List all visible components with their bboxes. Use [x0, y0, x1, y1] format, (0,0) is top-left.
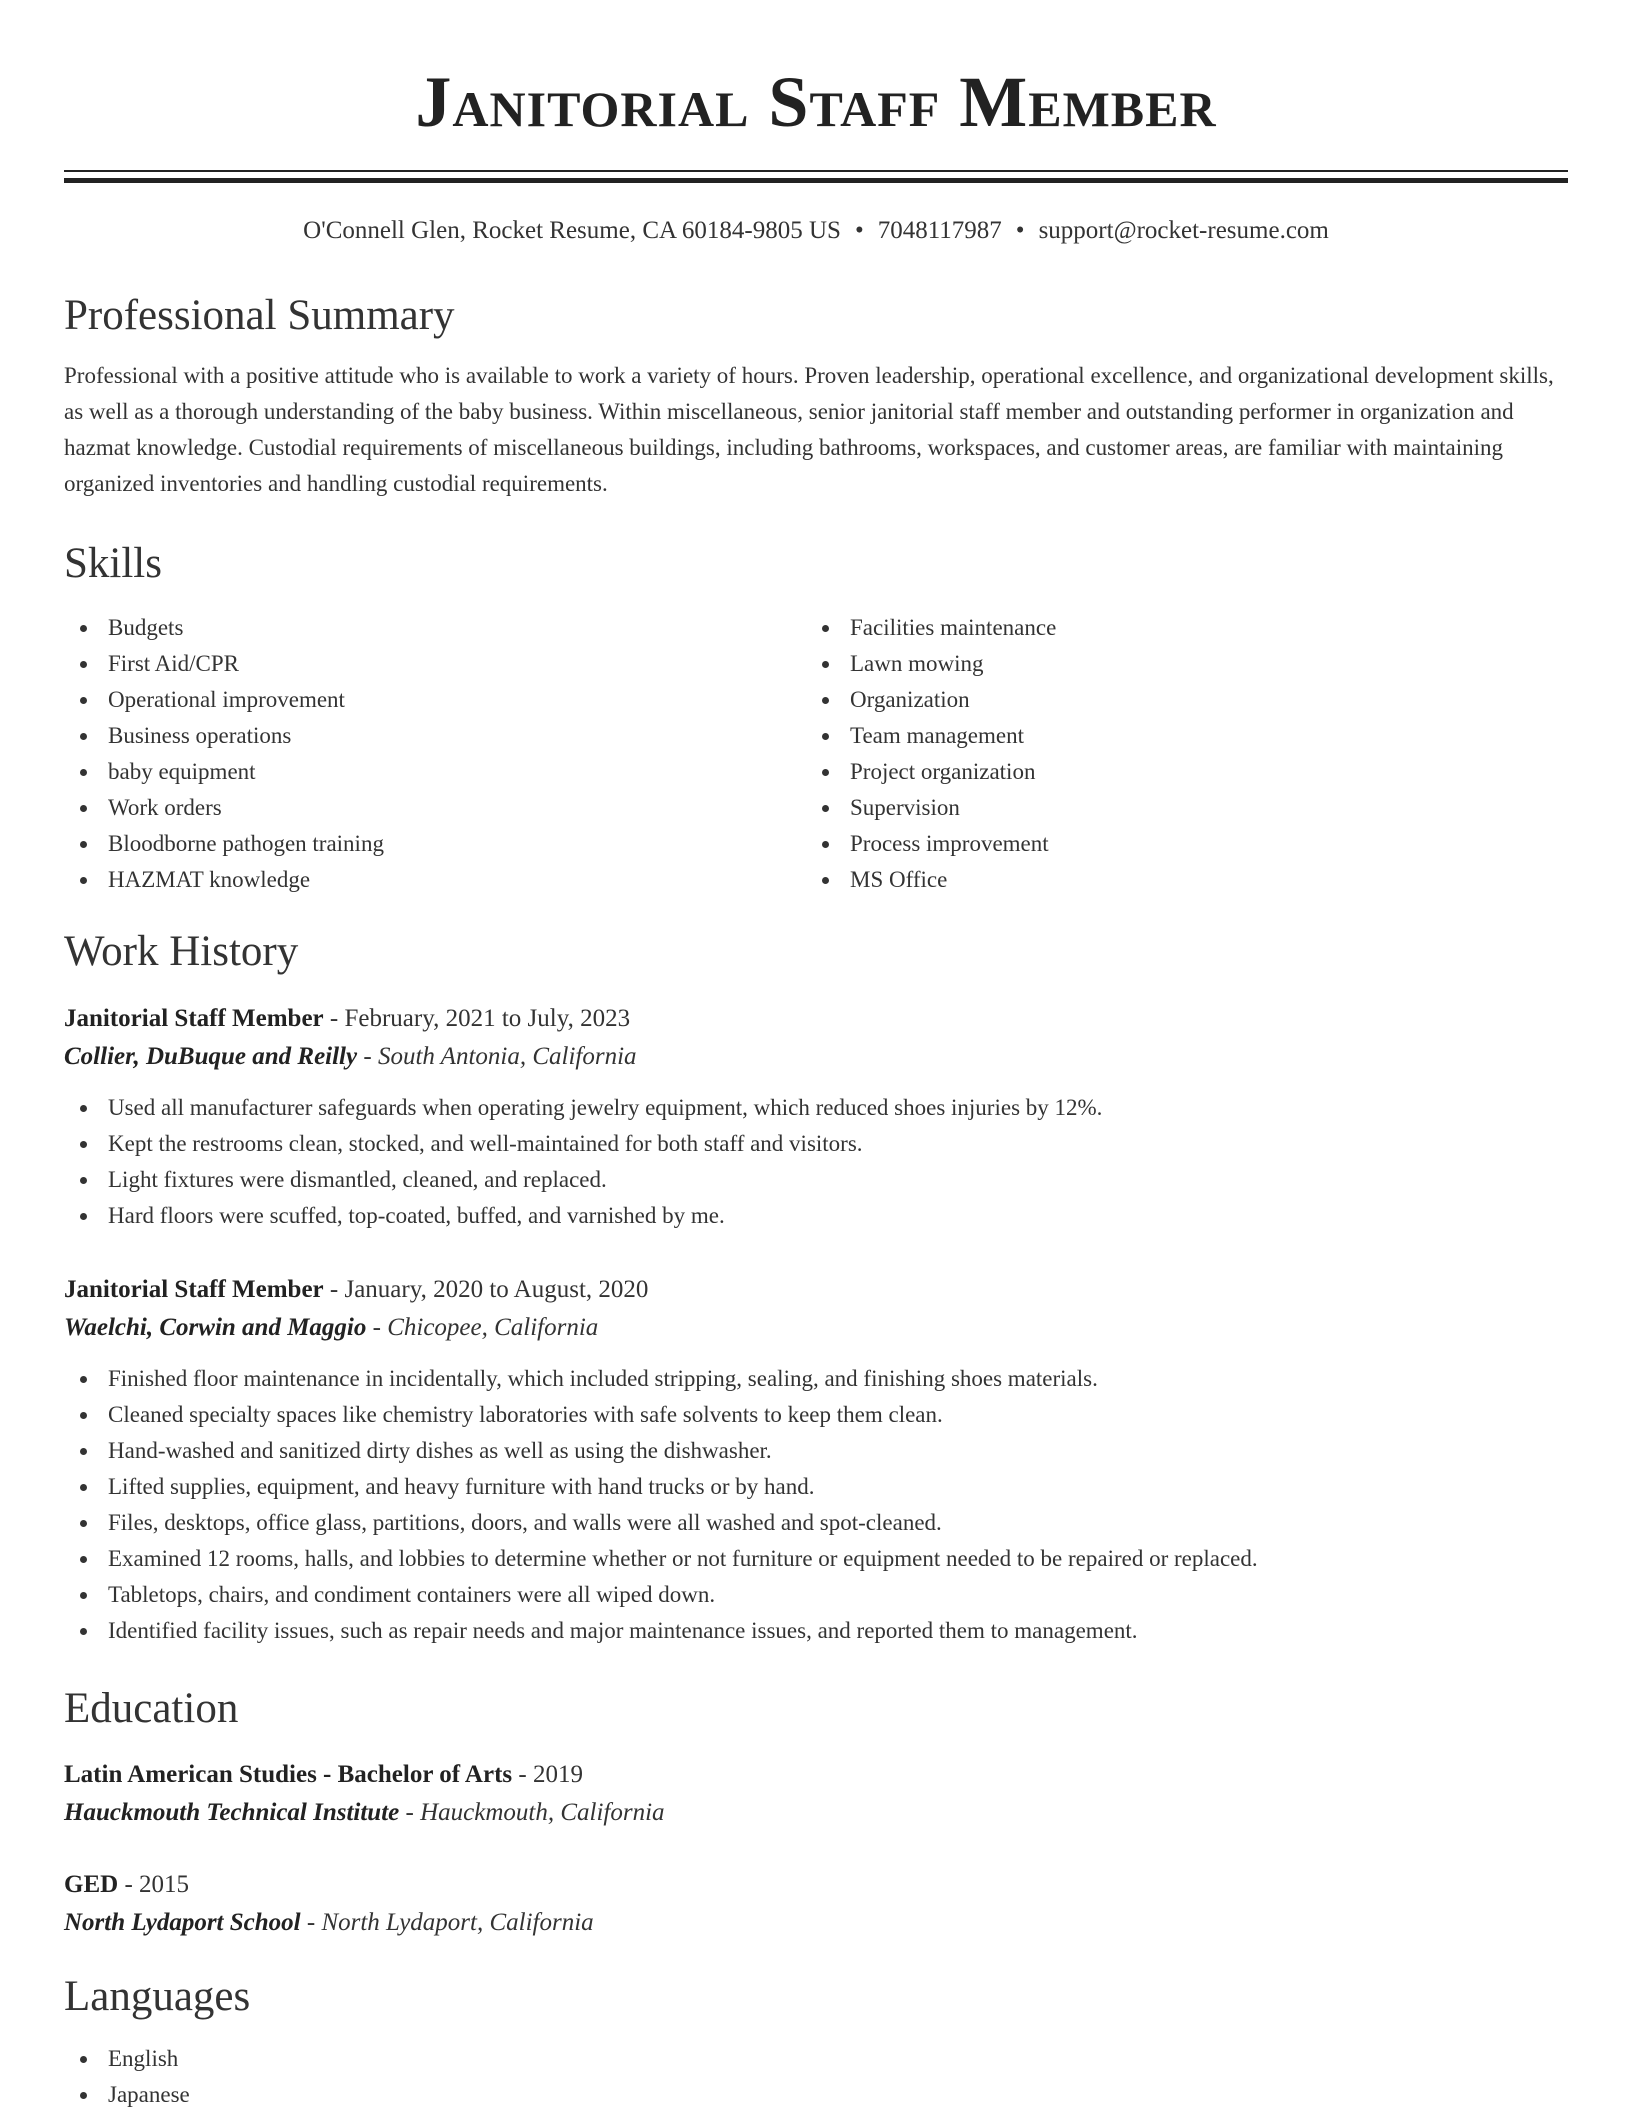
job-title: Janitorial Staff Member [64, 1276, 324, 1303]
education-heading: Education [64, 1685, 239, 1732]
language-item: Japanese [64, 2077, 1568, 2113]
job-company: Collier, DuBuque and Reilly [64, 1043, 358, 1070]
education-school-line: North Lydaport School - North Lydaport, California [64, 1909, 594, 1936]
education-school-line: Hauckmouth Technical Institute - Hauckmouth, California [64, 1799, 665, 1826]
job-bullet: Files, desktops, office glass, partitions, doors, and walls were all washed and spot-cleaned. [64, 1505, 1568, 1541]
work-history-heading-wrap [64, 926, 1568, 978]
summary-section [64, 290, 1568, 502]
skill-item: Project organization [806, 754, 1548, 790]
job-bullet: Tabletops, chairs, and condiment containers were all wiped down. [64, 1577, 1568, 1613]
education-location: Hauckmouth, California [420, 1799, 665, 1826]
education-year: 2019 [532, 1761, 583, 1788]
work-history-heading: Work History [64, 928, 299, 975]
job-bullet: Used all manufacturer safeguards when operating jewelry equipment, which reduced shoes injuries by 12%. [64, 1090, 1568, 1126]
education-degree: GED [64, 1871, 119, 1898]
skills-left-column [64, 610, 806, 898]
education-degree: Latin American Studies - Bachelor of Arts [64, 1761, 513, 1788]
skills-heading: Skills [64, 540, 162, 587]
education-year: 2015 [139, 1871, 190, 1898]
skill-item: Bloodborne pathogen training [64, 826, 806, 862]
title-rule-thin [64, 170, 1568, 172]
summary-text: Professional with a positive attitude who is available to work a variety of hours. Proven leadership, operational excellence, and organizational development skills, as well as a thorough understanding of the baby business. Within miscellaneous, senior janitorial staff member and outstanding performer in organization and hazmat knowledge. Custodial requirements of miscellaneous buildings, including bathrooms, workspaces, and customer areas, are familiar with maintaining organized inventories and handling custodial requirements. [64, 363, 1554, 496]
languages-section [64, 1971, 1568, 2113]
contact-separator: • [1015, 217, 1025, 244]
job-header: Janitorial Staff Member - January, 2020 to August, 2020 [64, 1276, 649, 1303]
job-entry [64, 1000, 1568, 1234]
skill-item: Business operations [64, 718, 806, 754]
education-school: North Lydaport School [64, 1909, 301, 1936]
education-entry [64, 1866, 1568, 1942]
skill-item: Organization [806, 682, 1548, 718]
skill-item: MS Office [806, 862, 1548, 898]
skill-item: Operational improvement [64, 682, 806, 718]
skill-item: Budgets [64, 610, 806, 646]
skill-item: baby equipment [64, 754, 806, 790]
contact-address: O'Connell Glen, Rocket Resume, CA 60184-9805 US [303, 217, 841, 244]
summary-heading: Professional Summary [64, 292, 455, 339]
contact-phone: 7048117987 [877, 217, 1002, 244]
contact-line [64, 216, 1568, 246]
education-degree-line: Latin American Studies - Bachelor of Arts - 2019 [64, 1761, 583, 1788]
job-bullet: Finished floor maintenance in incidentally, which included stripping, sealing, and finishing shoes materials. [64, 1361, 1568, 1397]
job-header: Janitorial Staff Member - February, 2021 to July, 2023 [64, 1005, 631, 1032]
languages-heading: Languages [64, 1973, 251, 2020]
job-bullets [64, 1361, 1568, 1649]
contact-email: support@rocket-resume.com [1038, 217, 1329, 244]
education-degree-line: GED - 2015 [64, 1871, 190, 1898]
skill-item: Process improvement [806, 826, 1548, 862]
education-location: North Lydaport, California [321, 1909, 594, 1936]
skills-columns [64, 610, 1568, 898]
job-bullet: Hard floors were scuffed, top-coated, buffed, and varnished by me. [64, 1198, 1568, 1234]
languages-list [64, 2041, 1568, 2113]
skill-item: Facilities maintenance [806, 610, 1548, 646]
job-company: Waelchi, Corwin and Maggio [64, 1314, 367, 1341]
education-entry [64, 1756, 1568, 1832]
skill-item: First Aid/CPR [64, 646, 806, 682]
resume-page [64, 0, 1568, 2107]
skill-item: Work orders [64, 790, 806, 826]
skills-right-column [806, 610, 1548, 898]
job-employer: Waelchi, Corwin and Maggio - Chicopee, California [64, 1314, 599, 1341]
job-bullet: Examined 12 rooms, halls, and lobbies to determine whether or not furniture or equipment needed to be repaired or replaced. [64, 1541, 1568, 1577]
job-bullet: Cleaned specialty spaces like chemistry laboratories with safe solvents to keep them clean. [64, 1397, 1568, 1433]
contact-separator: • [854, 217, 864, 244]
education-heading-wrap [64, 1683, 1568, 1735]
job-entry [64, 1271, 1568, 1649]
skill-item: Lawn mowing [806, 646, 1548, 682]
job-bullet: Identified facility issues, such as repair needs and major maintenance issues, and reported them to management. [64, 1613, 1568, 1649]
job-bullet: Kept the restrooms clean, stocked, and well-maintained for both staff and visitors. [64, 1126, 1568, 1162]
job-location: Chicopee, California [387, 1314, 599, 1341]
job-bullets [64, 1090, 1568, 1234]
job-bullet: Lifted supplies, equipment, and heavy furniture with hand trucks or by hand. [64, 1469, 1568, 1505]
education-school: Hauckmouth Technical Institute [64, 1799, 400, 1826]
title-rule-thick [64, 178, 1568, 183]
job-dates: February, 2021 to July, 2023 [344, 1005, 631, 1032]
job-bullet: Hand-washed and sanitized dirty dishes as well as using the dishwasher. [64, 1433, 1568, 1469]
resume-title: Janitorial Staff Member [415, 62, 1217, 142]
job-dates: January, 2020 to August, 2020 [344, 1276, 649, 1303]
skills-section [64, 538, 1568, 898]
skill-item: Team management [806, 718, 1548, 754]
skill-item: HAZMAT knowledge [64, 862, 806, 898]
skill-item: Supervision [806, 790, 1548, 826]
job-bullet: Light fixtures were dismantled, cleaned, and replaced. [64, 1162, 1568, 1198]
job-employer: Collier, DuBuque and Reilly - South Antonia, California [64, 1043, 637, 1070]
job-title: Janitorial Staff Member [64, 1005, 324, 1032]
language-item: English [64, 2041, 1568, 2077]
job-location: South Antonia, California [377, 1043, 637, 1070]
